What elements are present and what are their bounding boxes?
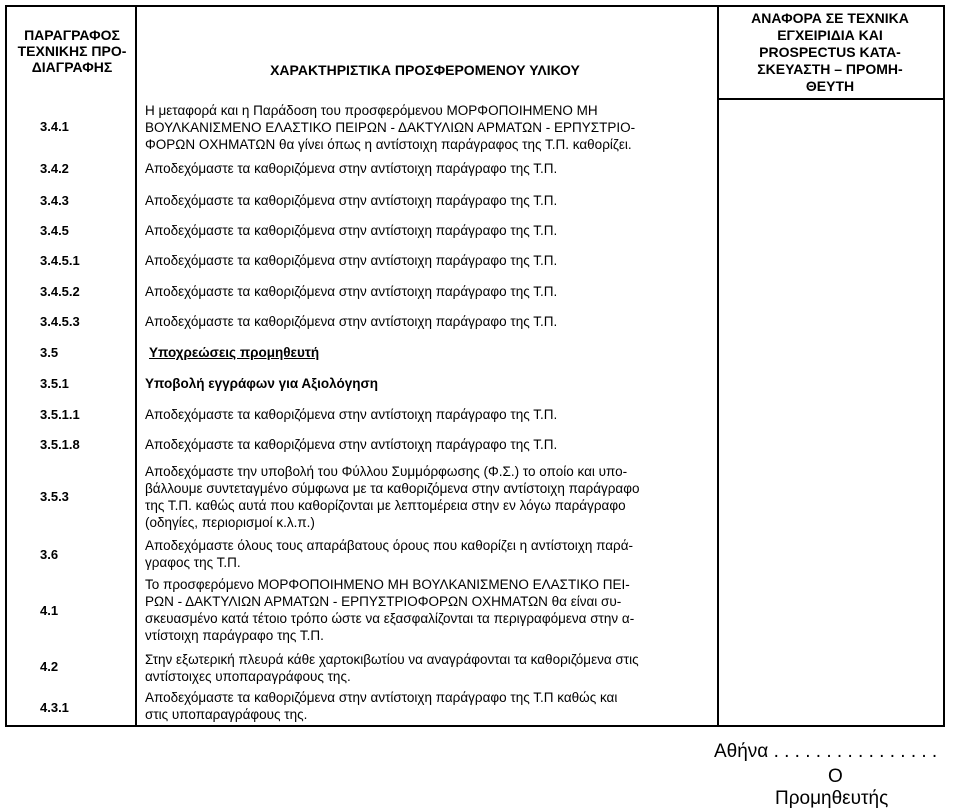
paragraph-number: 3.5.3 bbox=[40, 489, 69, 504]
section-heading: Υποχρεώσεις προμηθευτή bbox=[149, 345, 320, 360]
paragraph-number: 3.5 bbox=[40, 345, 59, 360]
row-text: Αποδεχόμαστε τα καθοριζόμενα στην αντίστοιχη παράγραφο της Τ.Π. bbox=[145, 437, 558, 452]
paragraph-compliance: Αποδεχόμαστε την υποβολή του Φύλλου Συμμόρφωσης (Φ.Σ.) το οποίο και υπο- βάλλουμε συντεταγμένο σύμφωνα με τα καθοριζόμενα στην αντίστοιχη παράγραφο της Τ.Π. καθώς αυτά που καθορίζονται με λεπτομέρεια στην εν λόγω παράγραφο (οδηγίες, περιορισμοί κ.λ.π.) bbox=[145, 464, 640, 530]
paragraph-number: 3.4.1 bbox=[40, 119, 69, 134]
paragraph-number: 3.4.2 bbox=[40, 161, 69, 176]
paragraph-number: 3.5.1.8 bbox=[40, 437, 80, 452]
subsection-heading: Υποβολή εγγράφων για Αξιολόγηση bbox=[145, 376, 378, 391]
row-text: Αποδεχόμαστε τα καθοριζόμενα στην αντίστοιχη παράγραφο της Τ.Π. bbox=[145, 161, 558, 176]
paragraph-packaging: Το προσφερόμενο ΜΟΡΦΟΠΟΙΗΜΕΝΟ ΜΗ ΒΟΥΛΚΑΝΙΣΜΕΝΟ ΕΛΑΣΤΙΚΟ ΠΕΙ- ΡΩΝ - ΔΑΚΤΥΛΙΩΝ ΑΡΜΑΤΩΝ - ΕΡΠΥΣΤΡΙΟΦΟΡΩΝ ΟΧΗΜΑΤΩΝ θα είναι συ- σκευασμένο κατά τέτοιο τρόπο ώστε να εξασφαλίζονται τα περιγραφόμενα στην α- ντίστοιχη παράγραφο της Τ.Π. bbox=[145, 577, 635, 643]
paragraph-number: 4.3.1 bbox=[40, 700, 69, 715]
paragraph-number: 3.4.5 bbox=[40, 223, 69, 238]
paragraph-labeling: Στην εξωτερική πλευρά κάθε χαρτοκιβωτίου να αναγράφονται τα καθοριζόμενα στις αντίστοιχες υποπαραγράφους της. bbox=[145, 652, 639, 684]
row-text: Αποδεχόμαστε τα καθοριζόμενα στην αντίστοιχη παράγραφο της Τ.Π. bbox=[145, 284, 558, 299]
signature-article: Ο bbox=[828, 766, 843, 787]
row-text: Αποδεχόμαστε τα καθοριζόμενα στην αντίστοιχη παράγραφο της Τ.Π. bbox=[145, 253, 558, 268]
paragraph-number: 3.5.1.1 bbox=[40, 407, 80, 422]
row-text: Αποδεχόμαστε τα καθοριζόμενα στην αντίστοιχη παράγραφο της Τ.Π. bbox=[145, 407, 558, 422]
header-paragraph: ΠΑΡΑΓΡΑΦΟΣ ΤΕΧΝΙΚΗΣ ΠΡΟ- ΔΙΑΓΡΑΦΗΣ bbox=[17, 27, 127, 75]
header-characteristics: ΧΑΡΑΚΤΗΡΙΣΤΙΚΑ ΠΡΟΣΦΕΡΟΜΕΝΟΥ ΥΛΙΚΟΥ bbox=[270, 62, 580, 78]
paragraph-number: 3.4.5.1 bbox=[40, 253, 80, 268]
row-text: Αποδεχόμαστε τα καθοριζόμενα στην αντίστοιχη παράγραφο της Τ.Π. bbox=[145, 223, 558, 238]
paragraph-number: 3.6 bbox=[40, 547, 59, 562]
paragraph-number: 3.4.5.3 bbox=[40, 314, 80, 329]
column-divider bbox=[717, 7, 719, 725]
paragraph-number: 3.4.3 bbox=[40, 193, 69, 208]
paragraph-number: 3.5.1 bbox=[40, 376, 69, 391]
row-text: Αποδεχόμαστε τα καθοριζόμενα στην αντίστοιχη παράγραφο της Τ.Π. bbox=[145, 193, 558, 208]
row-text: Η μεταφορά και η Παράδοση του προσφερόμενου ΜΟΡΦΟΠΟΙΗΜΕΝΟ ΜΗ ΒΟΥΛΚΑΝΙΣΜΕΝΟ ΕΛΑΣΤΙΚΟ ΠΕΙΡΩΝ - ΔΑΚΤΥΛΙΩΝ ΑΡΜΑΤΩΝ - ΕΡΠΥΣΤΡΙΟ- ΦΟΡΩΝ ΟΧΗΜΑΤΩΝ θα γίνει όπως η αντίστοιχη παράγραφος της Τ.Π. καθορίζει. bbox=[145, 103, 636, 152]
paragraph-acceptance: Αποδεχόμαστε τα καθοριζόμενα στην αντίστοιχη παράγραφο της Τ.Π καθώς και στις υποπαραγράφους της. bbox=[145, 690, 618, 722]
signature-place: Αθήνα . . . . . . . . . . . . . . . . bbox=[714, 741, 938, 762]
paragraph-number: 4.1 bbox=[40, 603, 59, 618]
signature-role: Προμηθευτής bbox=[775, 788, 889, 809]
row-text: Αποδεχόμαστε τα καθοριζόμενα στην αντίστοιχη παράγραφο της Τ.Π. bbox=[145, 314, 558, 329]
column-divider bbox=[135, 7, 137, 725]
paragraph-terms: Αποδεχόμαστε όλους τους απαράβατους όρους που καθορίζει η αντίστοιχη παρά- γραφος της Τ.Π. bbox=[145, 538, 634, 570]
header-divider bbox=[717, 98, 943, 100]
paragraph-number: 3.4.5.2 bbox=[40, 284, 80, 299]
header-reference: ΑΝΑΦΟΡΑ ΣΕ ΤΕΧΝΙΚΑ ΕΓΧΕΙΡΙΔΙΑ ΚΑΙ PROSPECTUS ΚΑΤΑ- ΣΚΕΥΑΣΤΗ – ΠΡΟΜΗ- ΘΕΥΤΗ bbox=[751, 10, 909, 94]
paragraph-number: 4.2 bbox=[40, 659, 59, 674]
